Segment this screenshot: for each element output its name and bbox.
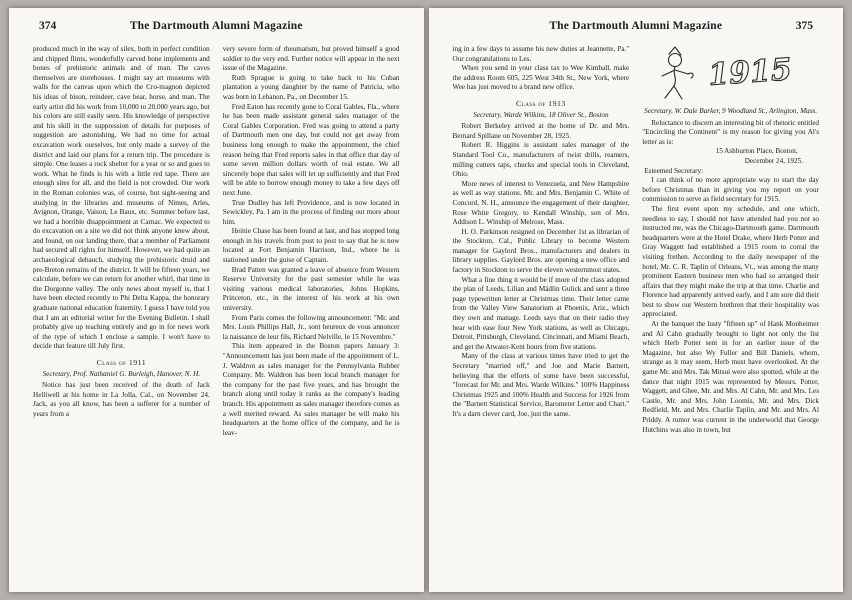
text-paragraph: Notice has just been received of the death of Jack Helliwell at his home in La Jolla, Cal., on November 24. Jack, as you all know, has been a sufferer for a number of years from a [33, 381, 210, 418]
text-paragraph: 15 Ashburton Place, Boston, [715, 147, 798, 156]
text-paragraph: This item appeared in the Boston papers January 3: "Announcement has just been made of the appointment of L. J. Waldron as sales manager for the Pennsylvania Rubber Company. Mr. Waldron has been local branch manager for the company for the past five years, and has brought the branch along until today it ranks as the company's leading branch. His appointment as sales manager therefore comes as a well merited reward. As sales manager he will make his headquarters at the home office of the company, and he is leav- [222, 342, 400, 437]
text-paragraph: ing in a few days to assume his new duties at Jeannette, Pa." Our congratulations to Les. [452, 45, 630, 63]
text-paragraph: When you send in your class tax to Wee Kimball, make the address Room 605, 225 West 34th St., New York, where Wee has just moved to a brand new office. [452, 64, 630, 92]
text-paragraph: Brad Patten was granted a leave of absence from Western Reserve University for the past semester while he was visiting various medical laboratories, Johns Hopkins, Princeton, etc., in the interest of his work at his own university. [222, 265, 400, 313]
page-375 [429, 8, 844, 592]
text-paragraph: What a fine thing it would be if more of the class adopted the plan of Leeds, Lilian and Mädlin Gulick and sent a three page typewritten letter at Christmas time. Their letter came from the Valley View Sanatorium at Phoenix, Ariz., which they own and manage. Leeds says that on their radio they hear with ease four New York stations, as well as Chicago, Detroit, Pittsburgh, Cleveland, Cincinnati, and Miami Beach, and get the Atwater-Kent hours from five stations. [452, 275, 630, 351]
right-page-column-2 [642, 45, 819, 435]
page-header-right [453, 20, 820, 38]
text-paragraph: produced much in the way of silex, both in perfect condition and chipped flints, wonderfully carved bone implements and bones of prehistoric animals and of man. The caves themselves are storehouses. I might say art museums with walls for the canvas upon which the Cro-magnon depicted his ideas of bison, reindeer, cave bear, horse, and man. The early artist did his work from 10,000 to 20,000 years ago, but his colors are still easily seen. His knowledge of perspective and his skill in the suppression of details for purposes of suggestion are astonishing. We had no time for actual excavation work ourselves, but only made a survey of the district and laid our plans for a return trip. The procedure is simple. One leases a rock shelter for a year or so and goes to work. What he finds is his with a little red tape. There are enough sites for all, and the field is not crowded. Our work in the Roman colonies was, of course, but sight-seeing and studying in the libraries and museums of Nimes, Arles, Avignon, Orange, Vaison, Le Baux, etc. Summer before last, we had a horrible disappointment at Carnac. We expected to do excavation on a site we did not think anyone knew about, and found, on our landing there, that a member of Parliament had secured all rights for himself. However, we had quite an archaeological debauch, studying the prehistoric druid and pre-Breton remains of the district. It will be fifteen years, we calculate, before we can return for another whirl, that time in the Dorgonne valley. The only news about myself is, that I have been elected recently to Phi Delta Kappa, the honorary graduate national education fraternity. I guess I have told you that I am an editorial writer for the Evening Bulletin. I shall probably give up teaching entirely and go in for news work of the type of which I enclose a sample. I won't have to decide that feature till July first. [33, 45, 210, 351]
left-page-column-2 [223, 45, 400, 438]
illustration-year-label: 1915 [706, 52, 793, 93]
secretary-line: Secretary, Warde Wilkins, 18 Oliver St., Boston [473, 110, 609, 119]
text-paragraph: I can think of no more appropriate way to start the day before Christmas than in giving you my report on your commission to serve as field secretary for 1915. [642, 176, 819, 204]
left-page-column-1 [33, 45, 210, 438]
text-paragraph: H. O. Parkinson resigned on December 1st as librarian of the Stockton, Cal., Public Library to become Western manager for Gaylord Bros., manufacturers and dealers in library supplies. Gaylord Bros. are opening a new office and factory in Stockton to serve the eleven westernmost states. [452, 227, 630, 275]
page-header-left [33, 20, 400, 38]
magazine-title-right: The Dartmouth Alumni Magazine [549, 20, 723, 32]
class-section-heading: Class of 1911 [96, 358, 147, 367]
text-paragraph: The first event upon my schedule, and one which, needless to say, I should not have attended had you not so instructed me, was the Chicago-Dartmouth game. Dartmouth headquarters were at the Hotel Drake, where Herb Potter and Gray Waggett had established a 1915 room to corral the visiting frethen. According to the daily newspaper of the hotel, Mr. C. R. Taplin of Orleans, Vt., was among the many prominent Eastern business men who had so arranged their affairs that they might make the trip at that time. Charlie and Florence had apparently arrived early, and I am sure did their best to show our Western brethren that their hospitality was appreciated. [642, 204, 819, 319]
secretary-line: Secretary, Prof. Nathaniel G. Burleigh, Hanover, N. H. [42, 369, 201, 378]
columns-right-page [453, 45, 820, 435]
text-paragraph: Robert Berkeley arrived at the home of Dr. and Mrs. Bernard Spillane on November 28, 1925. [452, 122, 630, 140]
text-paragraph: Heinie Chase has been found at last, and has stopped long enough in his travels from post to post to say that he is now located at Fort Benjamin Harrison, Ind., where he is stationed under the guise of Captain. [222, 227, 400, 265]
text-paragraph: At the banquet the lusty "fifteen up" of Hank Monheimer and Al Cahn gradually brought to light not only the list which Herb Potter sent in for an earlier issue of the Magazine, but also Wy Fuller and Bill Daniels, whom, strange as it may seem, Herb must have overlooked. At the game Mr. and Mrs. Tak Mitsui were also spotted, while at the dance that night 1915 was represented by Messrs. Potter, Waggett, and Ghee, Mr. and Mrs. Al Cahn, Mr. and Mrs. Les Castle, Mr. and Mrs. John Loomis, Mr. and Mrs. Dick Redfield, Mr. and Mrs. Charlie Taplin, and Mr. and Mrs. Al Priddy. A rumor was current in the underworld that George Hutchins was also in town, but [642, 320, 819, 434]
right-page-column-2-text [642, 107, 819, 435]
right-page-column-1 [453, 45, 630, 435]
text-paragraph: Reluctance to discern an interesting bit of rhetoric entitled "Encircling the Continent" is my reason for giving you Al's letter as is: [642, 118, 819, 146]
text-paragraph: From Paris comes the following announcement: "Mr. and Mrs. Louis Phillips Hall, Jr., sont heureux de vous annoncer la naissance de leur fils, Richard Nelville, le 15 Novembre." [222, 313, 400, 341]
page-number-374: 374 [39, 20, 57, 32]
text-paragraph: Ruth Sprague is going to take back to his Cuban plantation a young daughter by the name of Patricia, who was born in Lebanon, Pa., on December 15. [222, 73, 400, 101]
text-paragraph: Robert R. Higgins is assistant sales manager of the Standard Tool Co., manufacturers of twist drills, reamers, milling cutters taps, chucks and special tools in Cleveland, Ohio. [452, 141, 630, 179]
text-paragraph: More news of interest to Venezuela, and New Hampshire as well as way stations. Mr. and Mrs. Benjamin C. White of Concord, N. H., announce the engagement of their daughter, Rose White Gregory, to Kendall Winship, son of Mrs. Addison L. Winship of Melrose, Mass. [452, 179, 630, 227]
text-paragraph: Fred Eaton has recently gone to Coral Gables, Fla., where he has been made assistant general sales manager of the Coral Gables Corporation. Fred was going to attend a party of Dartmouth men one day, but could not get away from business long enough to make the appointment, the chief reason being that Fred reports sales in that office that day of some seven million dollars worth of real estate. We all sincerely hope that sales will let up sufficiently and that Fred will be able to borrow enough money to take a few days off next June. [222, 102, 400, 197]
class-section-heading: Class of 1913 [515, 98, 566, 108]
text-paragraph: very severe form of rheumatism, but proved himself a good soldier to the very end. Further notice will appear in the next issue of the Magazine. [222, 45, 400, 73]
secretary-line: Secretary, W. Dale Barker, 9 Woodland St., Arlington, Mass. [644, 107, 818, 115]
magazine-title-left: The Dartmouth Alumni Magazine [129, 20, 303, 32]
text-paragraph: Esteemed Secretary: [644, 166, 704, 175]
text-paragraph: Many of the class at various times have tried to get the Secretary "married off," and Joe and Marie Barnett, believing that the efforts of some have been successful, "forecast for Mr. and Mrs. Warde Wilkins." 100% Happiness Christmas 1925 and 100% Health and Success for 1926 from the "Barnett Statistical Service, Barometer Letter and Chart." It's a darn clever card, Joe, just the same. [452, 352, 630, 418]
page-number-375: 375 [795, 20, 813, 32]
class-1915-doodle-illustration [651, 45, 811, 103]
text-paragraph: True Dudley has left Providence, and is now located in Sewickley, Pa. I am in the process of finding out more about him. [222, 198, 400, 226]
text-paragraph: December 24, 1925. [744, 156, 803, 165]
columns-left-page [33, 45, 400, 438]
page-374 [9, 8, 424, 592]
